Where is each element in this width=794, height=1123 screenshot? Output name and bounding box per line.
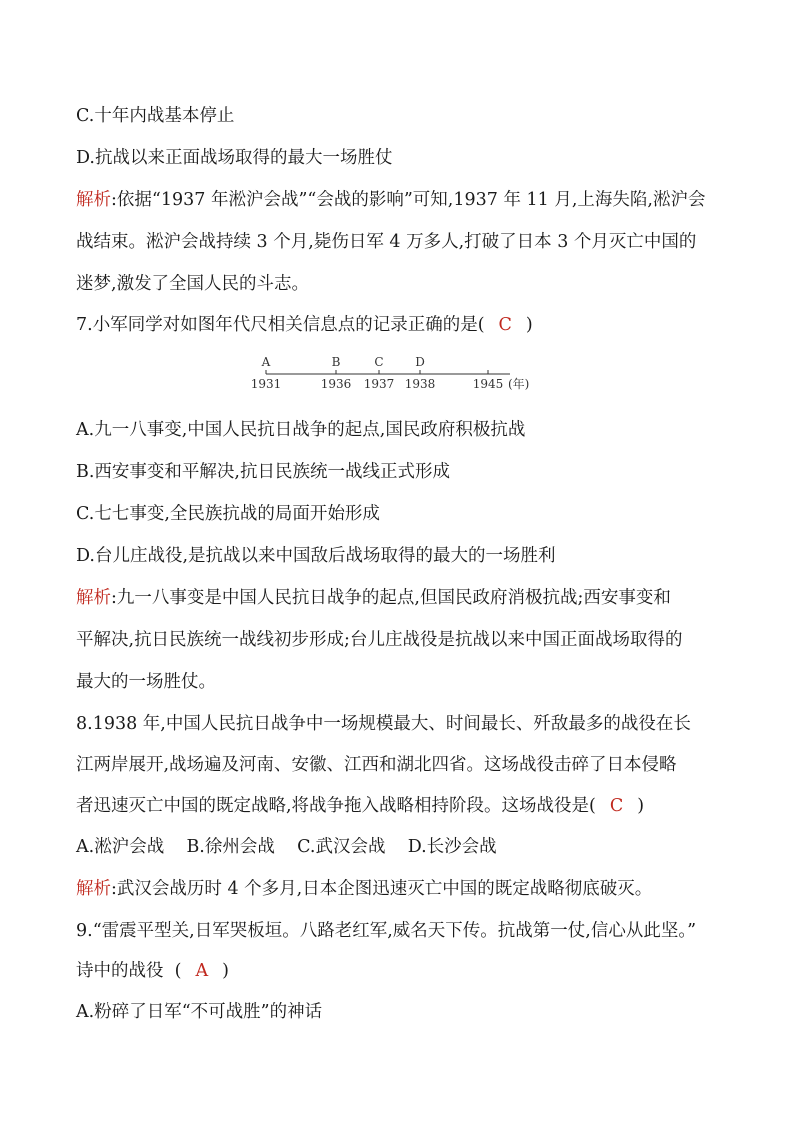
year-timeline	[250, 352, 550, 392]
q8-stem-line-3: 者迅速灭亡中国的既定战略,将战争拖入战略相持阶段。这场战役是( C )	[76, 796, 645, 816]
timeline-unit: (年)	[508, 377, 530, 391]
q8-answer: C	[609, 796, 624, 816]
q8-stem-line-1: 8.1938 年,中国人民抗日战争中一场规模最大、时间最长、歼敌最多的战役在长	[76, 714, 691, 734]
analysis-label: 解析	[76, 879, 111, 899]
q7-analysis-line-3: 最大的一场胜仗。	[76, 672, 216, 692]
q7-stem: 7.小军同学对如图年代尺相关信息点的记录正确的是( C )	[76, 315, 533, 335]
q7-answer: C	[498, 315, 512, 335]
q9-answer: A	[195, 961, 209, 981]
q7-option-d: D.台儿庄战役,是抗战以来中国敌后战场取得的最大的一场胜利	[76, 546, 556, 566]
q7-option-c: C.七七事变,全民族抗战的局面开始形成	[76, 504, 380, 524]
analysis-label: 解析	[76, 190, 111, 210]
q8-stem-line-2: 江两岸展开,战场遍及河南、安徽、江西和湖北四省。这场战役击碎了日本侵略	[76, 755, 677, 775]
q6-analysis-line-3: 迷梦,激发了全国人民的斗志。	[76, 274, 310, 294]
q6-option-d: D.抗战以来正面战场取得的最大一场胜仗	[76, 148, 393, 168]
q9-option-a: A.粉碎了日军“不可战胜”的神话	[76, 1002, 323, 1022]
q9-stem-line-1: 9.“雷震平型关,日军哭板垣。八路老红军,威名天下传。抗战第一仗,信心从此坚。”	[76, 921, 697, 941]
analysis-label: 解析	[76, 588, 111, 608]
timeline-year: 1931	[250, 377, 282, 391]
q7-analysis-line-2: 平解决,抗日民族统一战线初步形成;台儿庄战役是抗战以来中国正面战场取得的	[76, 630, 683, 650]
timeline-letter: C	[374, 355, 384, 369]
timeline-year: 1936	[320, 377, 352, 391]
q9-stem-line-2: 诗中的战役 ( A )	[76, 961, 229, 981]
q7-option-b: B.西安事变和平解决,抗日民族统一战线正式形成	[76, 462, 450, 482]
q8-analysis: 解析:武汉会战历时 4 个多月,日本企图迅速灭亡中国的既定战略彻底破灭。	[76, 879, 653, 899]
q6-analysis-line-1: 解析:依据“1937 年淞沪会战”“会战的影响”可知,1937 年 11 月,上海失陷,淞沪会	[76, 190, 706, 210]
timeline-letter: D	[415, 355, 425, 369]
q7-analysis-line-1: 解析:九一八事变是中国人民抗日战争的起点,但国民政府消极抗战;西安事变和	[76, 588, 671, 608]
q8-options: A.淞沪会战 B.徐州会战 C.武汉会战 D.长沙会战	[76, 837, 497, 857]
q6-analysis-line-2: 战结束。淞沪会战持续 3 个月,毙伤日军 4 万多人,打破了日本 3 个月灭亡中国的	[76, 232, 697, 252]
timeline-letter: A	[261, 355, 271, 369]
timeline-letter: B	[331, 355, 341, 369]
q6-option-c: C.十年内战基本停止	[76, 106, 235, 126]
timeline-year: 1938	[404, 377, 436, 391]
timeline-year: 1937	[363, 377, 395, 391]
timeline-year: 1945	[472, 377, 504, 391]
q7-option-a: A.九一八事变,中国人民抗日战争的起点,国民政府积极抗战	[76, 420, 526, 440]
